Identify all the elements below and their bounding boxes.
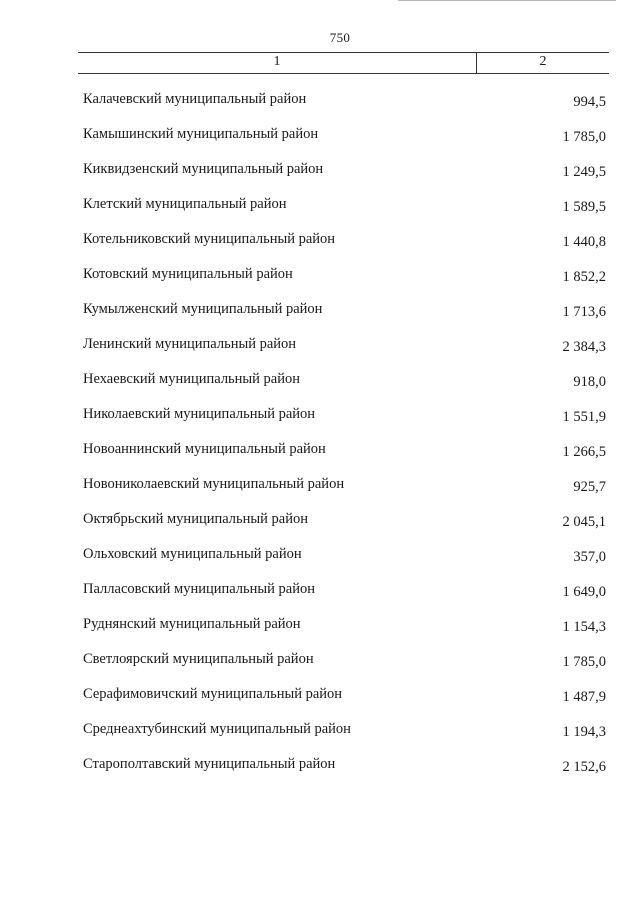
column-header-1: 1 — [273, 54, 281, 69]
district-name: Калачевский муниципальный район — [83, 91, 307, 107]
table-row — [0, 228, 640, 263]
district-value: 357,0 — [573, 549, 606, 565]
table-row — [0, 508, 640, 543]
district-name: Руднянский муниципальный район — [83, 616, 301, 632]
table-row — [0, 613, 640, 648]
table-row — [0, 543, 640, 578]
district-value: 1 589,5 — [562, 199, 606, 215]
district-name: Кумылженский муниципальный район — [83, 301, 323, 317]
page-number: 750 — [329, 30, 351, 45]
table-row — [0, 473, 640, 508]
table-row — [0, 578, 640, 613]
district-value: 918,0 — [573, 374, 606, 390]
district-value: 1 713,6 — [562, 304, 606, 320]
table-row — [0, 263, 640, 298]
table-row — [0, 88, 640, 123]
district-value: 2 384,3 — [562, 339, 606, 355]
district-name: Николаевский муниципальный район — [83, 406, 316, 422]
district-name: Котельниковский муниципальный район — [83, 231, 336, 247]
district-value: 1 487,9 — [562, 689, 606, 705]
district-value: 2 045,1 — [562, 514, 606, 530]
table-row — [0, 438, 640, 473]
table-row — [0, 683, 640, 718]
table-row — [0, 193, 640, 228]
district-name: Клетский муниципальный район — [83, 196, 287, 212]
district-value: 1 266,5 — [562, 444, 606, 460]
district-value: 1 852,2 — [562, 269, 606, 285]
district-value: 1 785,0 — [562, 129, 606, 145]
district-name: Камышинский муниципальный район — [83, 126, 319, 142]
district-value: 1 440,8 — [562, 234, 606, 250]
district-value: 994,5 — [573, 94, 606, 110]
district-name: Ленинский муниципальный район — [83, 336, 297, 352]
table-row — [0, 158, 640, 193]
district-name: Ольховский муниципальный район — [83, 546, 302, 562]
table-header — [78, 52, 609, 74]
district-name: Киквидзенский муниципальный район — [83, 161, 324, 177]
district-name: Новоаннинский муниципальный район — [83, 441, 326, 457]
table-row — [0, 403, 640, 438]
district-name: Котовский муниципальный район — [83, 266, 293, 282]
district-name: Нехаевский муниципальный район — [83, 371, 301, 387]
scan-edge-line — [398, 0, 616, 1]
district-name: Старополтавский муниципальный район — [83, 756, 336, 772]
district-name: Октябрьский муниципальный район — [83, 511, 308, 527]
table-row — [0, 298, 640, 333]
district-value: 1 551,9 — [562, 409, 606, 425]
table-row — [0, 123, 640, 158]
district-value: 1 785,0 — [562, 654, 606, 670]
district-name: Светлоярский муниципальный район — [83, 651, 314, 667]
district-value: 1 249,5 — [562, 164, 606, 180]
district-value: 925,7 — [573, 479, 606, 495]
district-name: Серафимовичский муниципальный район — [83, 686, 343, 702]
district-value: 1 194,3 — [562, 724, 606, 740]
table-row — [0, 368, 640, 403]
district-name: Палласовский муниципальный район — [83, 581, 315, 597]
table-row — [0, 718, 640, 753]
district-name: Среднеахтубинский муниципальный район — [83, 721, 351, 737]
table-body — [0, 88, 640, 788]
district-value: 1 154,3 — [562, 619, 606, 635]
column-header-2: 2 — [539, 54, 547, 69]
district-value: 1 649,0 — [562, 584, 606, 600]
district-value: 2 152,6 — [562, 759, 606, 775]
table-row — [0, 648, 640, 683]
table-row — [0, 333, 640, 368]
table-row — [0, 753, 640, 788]
district-name: Новониколаевский муниципальный район — [83, 476, 345, 492]
